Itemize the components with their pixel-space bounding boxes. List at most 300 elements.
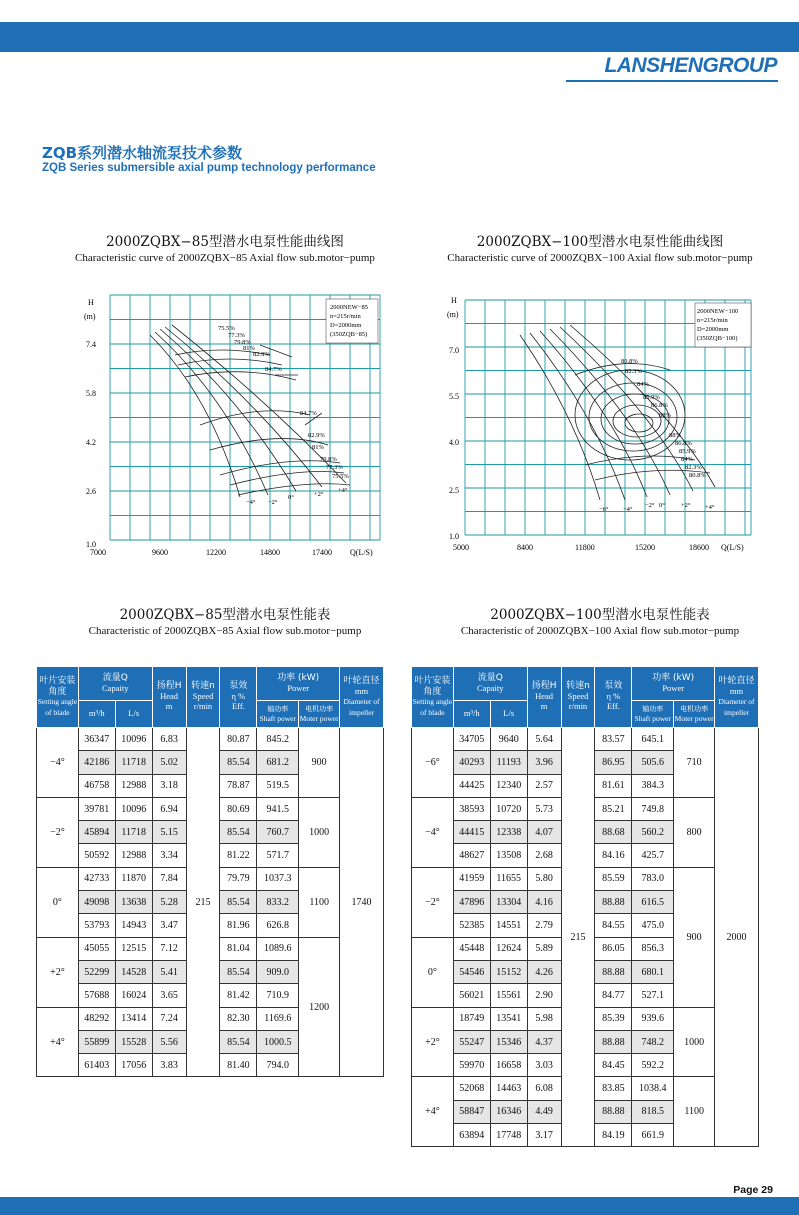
flow-m3h-cell: 39781 [78, 797, 115, 820]
th-motor-1: Moter power [674, 714, 714, 723]
chart-2-xtick-4: 15200 [635, 543, 655, 552]
th-power [257, 667, 340, 701]
th-ls [490, 701, 527, 728]
head-cell: 2.57 [527, 774, 561, 797]
th-speed [561, 667, 595, 728]
diameter-cell: 2000 [715, 728, 759, 1147]
chart-2-xlabel: Q(L/S) [721, 543, 744, 552]
th-flow [453, 667, 527, 701]
shaft-power-cell: 710.9 [257, 984, 299, 1007]
angle-cell: 0° [37, 867, 79, 937]
flow-m3h-cell: 44425 [453, 774, 490, 797]
chart-1-yunit: (m) [84, 312, 96, 321]
head-cell: 6.83 [152, 728, 186, 751]
table-row [37, 728, 384, 751]
motor-power-cell: 710 [674, 728, 715, 798]
flow-ls-cell: 14943 [115, 914, 152, 937]
th-head [527, 667, 561, 728]
head-cell: 6.08 [527, 1077, 561, 1100]
chart-1-xtick-4: 14800 [260, 548, 280, 557]
top-banner [0, 22, 799, 52]
flow-m3h-cell: 58847 [453, 1100, 490, 1123]
flow-ls-cell: 14463 [490, 1077, 527, 1100]
flow-ls-cell: 12338 [490, 821, 527, 844]
page-number: Page 29 [733, 1184, 773, 1196]
flow-ls-cell: 15561 [490, 984, 527, 1007]
chart-1-eff-top-6: 84.7% [265, 366, 282, 373]
th-motor [299, 701, 340, 728]
chart-2-eff-top-5: 86.8% [651, 402, 668, 409]
chart-1-ytick-1: 7.4 [86, 340, 96, 349]
head-cell: 4.37 [527, 1030, 561, 1053]
th-ls [115, 701, 152, 728]
shaft-power-cell: 1000.5 [257, 1030, 299, 1053]
shaft-power-cell: 661.9 [632, 1124, 674, 1147]
chart-1-eff-top-1: 75.5% [218, 325, 235, 332]
chart-1-ytick-4: 2.6 [86, 487, 96, 496]
eff-cell: 86.05 [595, 937, 632, 960]
chart-1-eff-top-3: 79.8% [234, 339, 251, 346]
chart-1-ytick-5: 1.0 [86, 540, 96, 549]
chart-1-xtick-5: 17400 [312, 548, 332, 557]
flow-ls-cell: 13638 [115, 891, 152, 914]
eff-cell: 88.88 [595, 891, 632, 914]
chart-2-ytick-2: 5.5 [449, 392, 459, 401]
chart-2-ytick-5: 1.0 [449, 532, 459, 541]
motor-power-cell: 800 [674, 797, 715, 867]
shaft-power-cell: 748.2 [632, 1030, 674, 1053]
eff-cell: 78.87 [220, 774, 257, 797]
eff-cell: 85.54 [220, 960, 257, 983]
th-shaft [632, 701, 674, 728]
head-cell: 5.98 [527, 1007, 561, 1030]
th-eff-1: η % [606, 690, 621, 701]
motor-power-cell: 900 [674, 867, 715, 1007]
chart-2-eff-side-6: 80.8% [689, 472, 706, 479]
chart-2-legend-2: n=215r/min [697, 317, 728, 324]
flow-ls-cell: 12988 [115, 774, 152, 797]
speed-cell: 215 [561, 728, 595, 1147]
chart-1-angle-4: +2° [314, 491, 324, 498]
th-flow-0: 流量Q [477, 673, 503, 683]
th-power [632, 667, 715, 701]
flow-m3h-cell: 53793 [78, 914, 115, 937]
eff-cell: 85.39 [595, 1007, 632, 1030]
th-speed-1: Speed [192, 690, 214, 701]
chart-1-angle-1: −4° [246, 499, 256, 506]
motor-power-cell: 1000 [299, 797, 340, 867]
flow-ls-cell: 9640 [490, 728, 527, 751]
head-cell: 7.24 [152, 1007, 186, 1030]
shaft-power-cell: 592.2 [632, 1054, 674, 1077]
head-cell: 3.96 [527, 751, 561, 774]
th-angle [412, 667, 454, 728]
head-cell: 5.64 [527, 728, 561, 751]
flow-ls-cell: 12340 [490, 774, 527, 797]
flow-ls-cell: 11870 [115, 867, 152, 890]
eff-cell: 79.79 [220, 867, 257, 890]
chart-2-curve [425, 285, 785, 560]
flow-m3h-cell: 59970 [453, 1054, 490, 1077]
th-angle-1: Setting angle of blade [412, 697, 453, 717]
head-cell: 4.26 [527, 960, 561, 983]
th-power-0: 功率 (kW) [277, 673, 320, 683]
chart-1-legend-1: 2000NEW−85 [330, 304, 368, 311]
flow-m3h-cell: 52385 [453, 914, 490, 937]
angle-cell: −2° [412, 867, 454, 937]
th-eff [595, 667, 632, 728]
chart-2-title-en: Characteristic curve of 2000ZQBX−100 Axial flow sub.motor−pump [447, 252, 753, 264]
head-cell: 2.68 [527, 844, 561, 867]
eff-cell: 84.55 [595, 914, 632, 937]
chart-1-eff-side-4: 79.8% [320, 456, 337, 463]
shaft-power-cell: 384.3 [632, 774, 674, 797]
flow-m3h-cell: 57688 [78, 984, 115, 1007]
flow-ls-cell: 16346 [490, 1100, 527, 1123]
flow-m3h-cell: 56021 [453, 984, 490, 1007]
flow-m3h-cell: 48292 [78, 1007, 115, 1030]
head-cell: 4.07 [527, 821, 561, 844]
flow-m3h-cell: 46758 [78, 774, 115, 797]
eff-cell: 85.54 [220, 751, 257, 774]
chart-2-legend-3: D=2000mm [697, 326, 729, 333]
motor-power-cell: 1100 [674, 1077, 715, 1147]
th-flow-0: 流量Q [102, 673, 128, 683]
shaft-power-cell: 425.7 [632, 844, 674, 867]
head-cell: 5.02 [152, 751, 186, 774]
flow-ls-cell: 11193 [490, 751, 527, 774]
chart-2-xtick-3: 11800 [575, 543, 595, 552]
head-cell: 5.41 [152, 960, 186, 983]
eff-cell: 86.95 [595, 751, 632, 774]
flow-m3h-cell: 41959 [453, 867, 490, 890]
section-heading-zh: ZQB系列潜水轴流泵技术参数 [42, 144, 243, 162]
table-2 [411, 666, 759, 1147]
shaft-power-cell: 680.1 [632, 960, 674, 983]
motor-power-cell: 900 [299, 728, 340, 798]
th-eff-0: 泵效 [604, 681, 623, 692]
th-eff [220, 667, 257, 728]
speed-cell: 215 [186, 728, 220, 1077]
eff-cell: 85.54 [220, 891, 257, 914]
chart-1-eff-top-2: 77.3% [228, 332, 245, 339]
head-cell: 3.18 [152, 774, 186, 797]
eff-cell: 88.88 [595, 960, 632, 983]
chart-2-legend-4: (350ZQB−100) [697, 335, 738, 342]
shaft-power-cell: 571.7 [257, 844, 299, 867]
chart-1-title-zh: 2000ZQBX−85型潜水电泵性能曲线图 [106, 234, 344, 250]
table-1-title-zh: 2000ZQBX−85型潜水电泵性能表 [119, 607, 331, 623]
head-cell: 3.47 [152, 914, 186, 937]
th-dia [715, 667, 759, 728]
table-1-title [40, 603, 410, 637]
chart-1-angle-5: +4° [338, 487, 348, 494]
flow-ls-cell: 15528 [115, 1030, 152, 1053]
th-speed-2: r/min [568, 701, 588, 712]
angle-cell: +2° [37, 937, 79, 1007]
th-shaft-0: 轴功率 [642, 704, 664, 713]
flow-ls-cell: 16024 [115, 984, 152, 1007]
chart-2-xtick-1: 5000 [453, 543, 469, 552]
chart-1-eff-side-1: 84.7% [300, 410, 317, 417]
chart-2-angle-1: −6° [599, 506, 609, 513]
eff-cell: 81.22 [220, 844, 257, 867]
chart-1-curve [60, 285, 410, 565]
th-flow-1: Capaity [102, 682, 129, 693]
th-speed [186, 667, 220, 728]
head-cell: 7.12 [152, 937, 186, 960]
head-cell: 7.84 [152, 867, 186, 890]
eff-cell: 84.45 [595, 1054, 632, 1077]
brand-logo: LANSHENGROUP [604, 54, 777, 77]
shaft-power-cell: 941.5 [257, 797, 299, 820]
th-dia-1: mm [729, 685, 744, 696]
chart-2-title-zh: 2000ZQBX−100型潜水电泵性能曲线图 [476, 234, 724, 250]
th-head-2: m [540, 701, 548, 712]
flow-ls-cell: 17056 [115, 1054, 152, 1077]
eff-cell: 84.19 [595, 1124, 632, 1147]
chart-2-ytick-4: 2.5 [449, 486, 459, 495]
head-cell: 3.17 [527, 1124, 561, 1147]
flow-ls-cell: 14528 [115, 960, 152, 983]
chart-1-eff-side-3: 81% [312, 444, 324, 451]
flow-m3h-cell: 50592 [78, 844, 115, 867]
flow-m3h-cell: 40293 [453, 751, 490, 774]
flow-m3h-cell: 18749 [453, 1007, 490, 1030]
logo-underline [566, 80, 778, 82]
chart-2-eff-top-2: 82.3% [625, 368, 642, 375]
th-ls-0: L/s [503, 707, 515, 718]
angle-cell: −6° [412, 728, 454, 798]
head-cell: 3.03 [527, 1054, 561, 1077]
chart-2-eff-top-3: 84% [637, 381, 649, 388]
angle-cell: 0° [412, 937, 454, 1007]
chart-2-eff-side-1: 88% [669, 432, 681, 439]
th-speed-1: Speed [567, 690, 589, 701]
shaft-power-cell: 833.2 [257, 891, 299, 914]
flow-ls-cell: 15152 [490, 960, 527, 983]
th-speed-0: 转速n [191, 681, 215, 692]
th-eff-1: η % [231, 690, 246, 701]
flow-m3h-cell: 45055 [78, 937, 115, 960]
angle-cell: +4° [412, 1077, 454, 1147]
chart-1-xlabel: Q(L/S) [350, 548, 373, 557]
th-motor-0: 电机功率 [305, 704, 334, 713]
flow-m3h-cell: 48627 [453, 844, 490, 867]
th-m3h [453, 701, 490, 728]
shaft-power-cell: 856.3 [632, 937, 674, 960]
eff-cell: 88.88 [595, 1100, 632, 1123]
th-eff-0: 泵效 [229, 681, 248, 692]
th-flow-1: Capaity [477, 682, 504, 693]
angle-cell: −2° [37, 797, 79, 867]
flow-ls-cell: 14551 [490, 914, 527, 937]
eff-cell: 81.40 [220, 1054, 257, 1077]
section-heading-en: ZQB Series submersible axial pump technology performance [42, 162, 376, 174]
chart-1-legend-4: (350ZQB−85) [330, 331, 368, 338]
chart-2-xtick-2: 8400 [517, 543, 533, 552]
th-head [152, 667, 186, 728]
th-m3h [78, 701, 115, 728]
flow-ls-cell: 13541 [490, 1007, 527, 1030]
th-dia-2: Diameter of impeller [718, 697, 755, 717]
th-m3h-0: m³/h [463, 707, 480, 718]
shaft-power-cell: 519.5 [257, 774, 299, 797]
chart-1-xtick-3: 12200 [206, 548, 226, 557]
table-2-title-en: Characteristic of 2000ZQBX−100 Axial flow sub.motor−pump [460, 625, 740, 637]
chart-2-eff-side-3: 85.9% [679, 448, 696, 455]
head-cell: 2.79 [527, 914, 561, 937]
th-power-1: Power [662, 682, 685, 693]
eff-cell: 85.54 [220, 1030, 257, 1053]
th-power-1: Power [287, 682, 310, 693]
th-head-0: 扬程H [531, 681, 557, 692]
head-cell: 2.90 [527, 984, 561, 1007]
chart-2-yunit: (m) [447, 310, 459, 319]
head-cell: 3.65 [152, 984, 186, 1007]
shaft-power-cell: 760.7 [257, 821, 299, 844]
head-cell: 5.80 [527, 867, 561, 890]
eff-cell: 85.21 [595, 797, 632, 820]
chart-1-legend-3: D=2000mm [330, 322, 362, 329]
th-angle-0: 叶片安装角度 [414, 676, 451, 697]
shaft-power-cell: 527.1 [632, 984, 674, 1007]
shaft-power-cell: 645.1 [632, 728, 674, 751]
flow-m3h-cell: 42733 [78, 867, 115, 890]
th-head-1: Head [160, 690, 179, 701]
eff-cell: 88.88 [595, 1030, 632, 1053]
motor-power-cell: 1000 [674, 1007, 715, 1077]
flow-ls-cell: 16658 [490, 1054, 527, 1077]
th-ls-0: L/s [128, 707, 140, 718]
head-cell: 5.73 [527, 797, 561, 820]
flow-m3h-cell: 44415 [453, 821, 490, 844]
flow-m3h-cell: 52299 [78, 960, 115, 983]
chart-1-angle-2: −2° [268, 499, 278, 506]
angle-cell: +4° [37, 1007, 79, 1077]
shaft-power-cell: 560.2 [632, 821, 674, 844]
flow-m3h-cell: 47896 [453, 891, 490, 914]
head-cell: 4.16 [527, 891, 561, 914]
angle-cell: −4° [412, 797, 454, 867]
flow-ls-cell: 13304 [490, 891, 527, 914]
flow-ls-cell: 11718 [115, 751, 152, 774]
eff-cell: 84.77 [595, 984, 632, 1007]
chart-2-ylabel: H [451, 296, 457, 305]
shaft-power-cell: 1038.4 [632, 1077, 674, 1100]
th-angle [37, 667, 79, 728]
head-cell: 5.89 [527, 937, 561, 960]
chart-2-angle-2: −4° [623, 506, 633, 513]
head-cell: 3.83 [152, 1054, 186, 1077]
th-power-0: 功率 (kW) [652, 673, 695, 683]
eff-cell: 83.85 [595, 1077, 632, 1100]
bottom-banner [0, 1197, 799, 1215]
th-angle-1: Setting angle of blade [37, 697, 78, 717]
th-dia-1: mm [354, 685, 369, 696]
chart-1-eff-side-2: 82.9% [308, 432, 325, 439]
flow-m3h-cell: 38593 [453, 797, 490, 820]
chart-1-ytick-2: 5.8 [86, 389, 96, 398]
flow-ls-cell: 12624 [490, 937, 527, 960]
eff-cell: 81.61 [595, 774, 632, 797]
flow-ls-cell: 13508 [490, 844, 527, 867]
head-cell: 4.49 [527, 1100, 561, 1123]
th-shaft-1: Shaft power [259, 714, 296, 723]
th-dia-0: 叶轮直径 [343, 676, 380, 686]
th-motor-1: Moter power [299, 714, 339, 723]
shaft-power-cell: 845.2 [257, 728, 299, 751]
th-shaft [257, 701, 299, 728]
th-eff-2: Eff. [606, 701, 620, 712]
eff-cell: 84.16 [595, 844, 632, 867]
flow-ls-cell: 11718 [115, 821, 152, 844]
head-cell: 5.56 [152, 1030, 186, 1053]
flow-m3h-cell: 49098 [78, 891, 115, 914]
chart-1-eff-top-4: 81% [243, 345, 255, 352]
th-head-0: 扬程H [156, 681, 182, 692]
flow-m3h-cell: 61403 [78, 1054, 115, 1077]
flow-ls-cell: 12988 [115, 844, 152, 867]
shaft-power-cell: 626.8 [257, 914, 299, 937]
chart-1-xtick-2: 9600 [152, 548, 168, 557]
diameter-cell: 1740 [340, 728, 384, 1077]
chart-2-eff-top-4: 85.9% [643, 394, 660, 401]
chart-1-eff-side-5: 77.3% [326, 464, 343, 471]
motor-power-cell: 1100 [299, 867, 340, 937]
shaft-power-cell: 1169.6 [257, 1007, 299, 1030]
flow-m3h-cell: 55899 [78, 1030, 115, 1053]
chart-1-angle-3: 0° [288, 494, 294, 501]
th-motor-0: 电机功率 [680, 704, 709, 713]
chart-1-title [40, 230, 410, 264]
flow-m3h-cell: 54546 [453, 960, 490, 983]
shaft-power-cell: 681.2 [257, 751, 299, 774]
chart-2-ytick-1: 7.0 [449, 346, 459, 355]
table-1 [36, 666, 384, 1077]
flow-ls-cell: 12515 [115, 937, 152, 960]
chart-1-ytick-3: 4.2 [86, 438, 96, 447]
chart-2-ytick-3: 4.0 [449, 438, 459, 447]
th-shaft-0: 轴功率 [267, 704, 289, 713]
chart-2-angle-4: 0° [659, 502, 665, 509]
th-dia-0: 叶轮直径 [718, 676, 755, 686]
th-head-1: Head [535, 690, 554, 701]
table-2-title [415, 603, 785, 637]
flow-ls-cell: 10096 [115, 797, 152, 820]
eff-cell: 81.42 [220, 984, 257, 1007]
flow-m3h-cell: 42186 [78, 751, 115, 774]
flow-m3h-cell: 34705 [453, 728, 490, 751]
angle-cell: −4° [37, 728, 79, 798]
eff-cell: 81.04 [220, 937, 257, 960]
shaft-power-cell: 783.0 [632, 867, 674, 890]
th-speed-0: 转速n [566, 681, 590, 692]
chart-2-eff-top-6: 88% [659, 412, 671, 419]
shaft-power-cell: 939.6 [632, 1007, 674, 1030]
chart-2-angle-3: −2° [645, 502, 655, 509]
eff-cell: 88.68 [595, 821, 632, 844]
chart-1-eff-top-5: 82.9% [253, 351, 270, 358]
eff-cell: 85.59 [595, 867, 632, 890]
flow-ls-cell: 10720 [490, 797, 527, 820]
chart-2-eff-side-4: 84% [681, 456, 693, 463]
flow-m3h-cell: 36347 [78, 728, 115, 751]
shaft-power-cell: 616.5 [632, 891, 674, 914]
th-dia [340, 667, 384, 728]
th-speed-2: r/min [193, 701, 213, 712]
eff-cell: 83.57 [595, 728, 632, 751]
